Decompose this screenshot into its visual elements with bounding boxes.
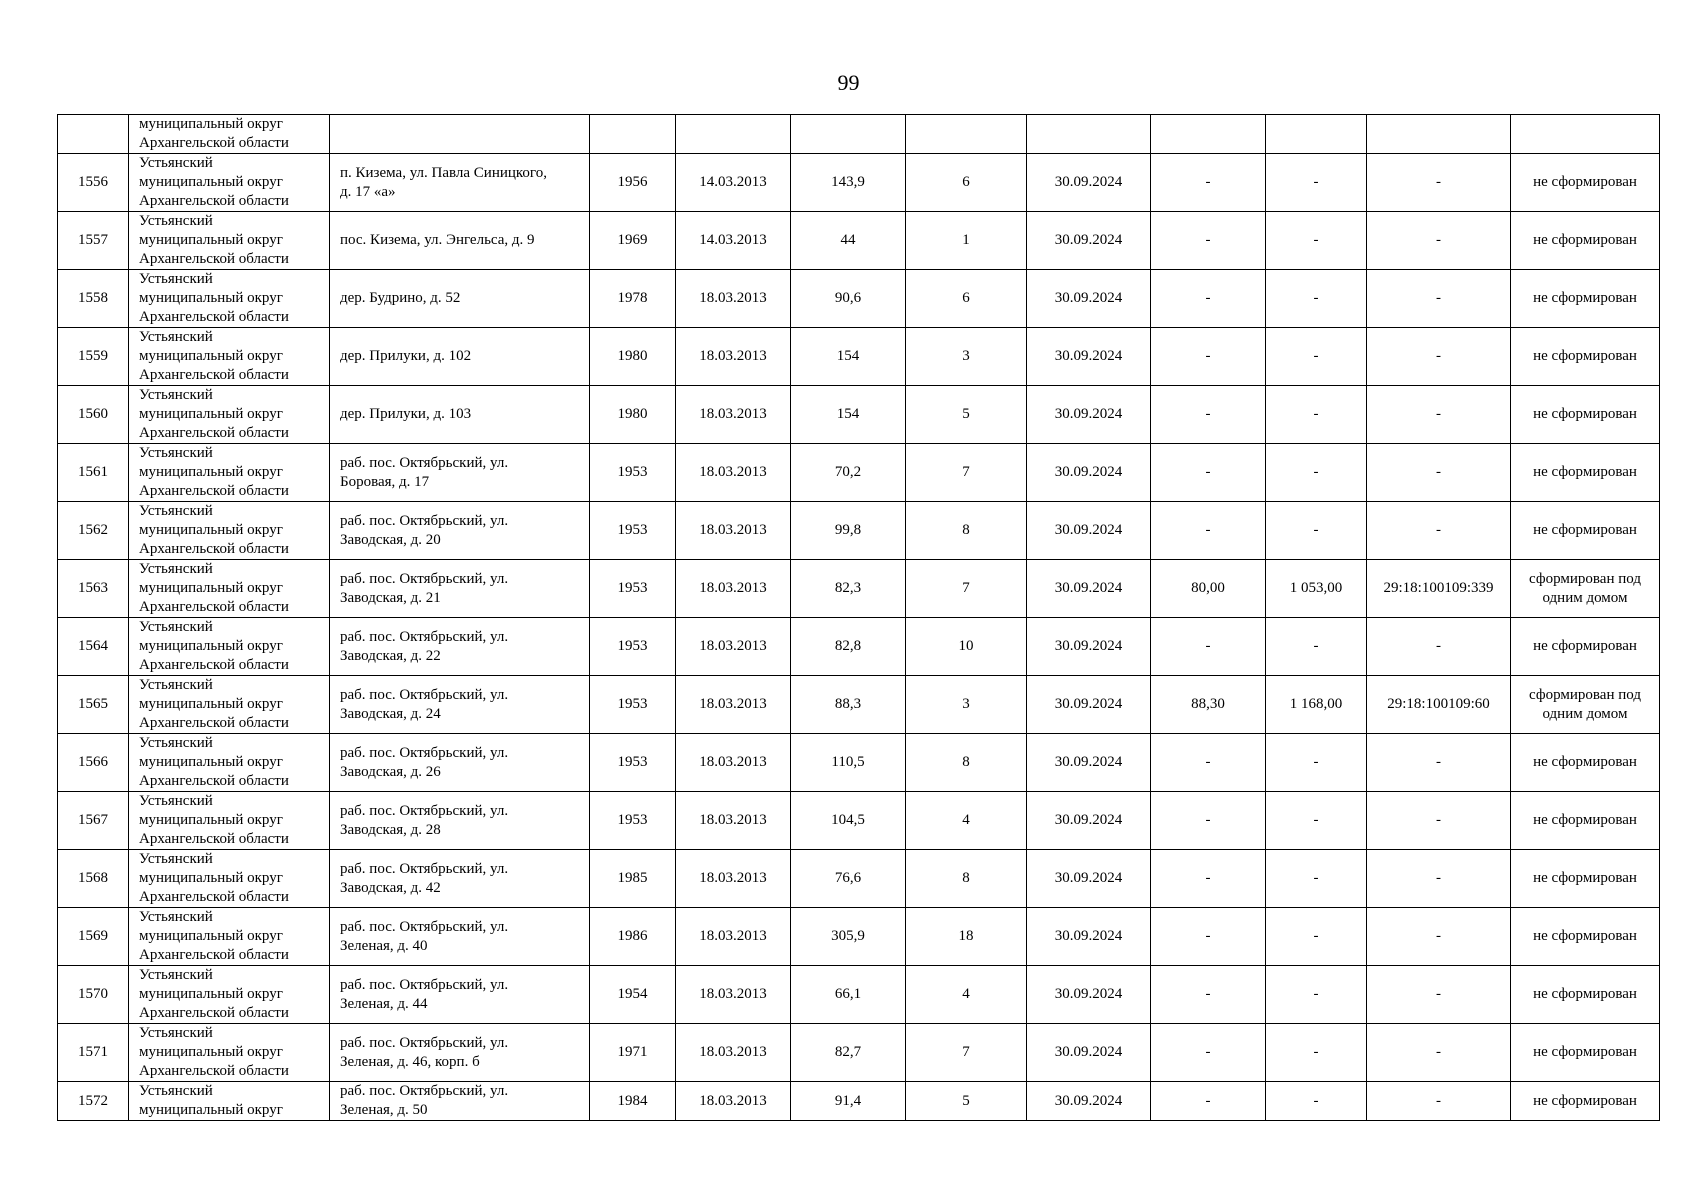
cell-date-recognized: 18.03.2013 [676,444,791,502]
cell-municipality: Устьянский муниципальный округ Архангельской области [129,444,330,502]
cell-cadastral-value: - [1266,1024,1367,1082]
cell-cadastral-number: - [1367,270,1511,328]
cell-area: 305,9 [791,908,906,966]
cell-land-area: - [1151,328,1266,386]
cell-date-planned: 30.09.2024 [1027,908,1151,966]
cell-residents: 3 [906,676,1027,734]
cell-status: не сформирован [1511,502,1660,560]
cell-residents: 8 [906,502,1027,560]
cell-area: 70,2 [791,444,906,502]
cell-cadastral-number [1367,115,1511,154]
cell-year: 1986 [590,908,676,966]
table-row [58,676,1660,734]
cell-area: 154 [791,328,906,386]
table-row [58,792,1660,850]
table-row [58,328,1660,386]
cell-cadastral-value: - [1266,850,1367,908]
cell-date-planned: 30.09.2024 [1027,270,1151,328]
cell-date-recognized: 18.03.2013 [676,1082,791,1121]
cell-residents: 5 [906,1082,1027,1121]
cell-area: 88,3 [791,676,906,734]
cell-land-area: 88,30 [1151,676,1266,734]
cell-residents: 10 [906,618,1027,676]
cell-municipality: Устьянский муниципальный округ Архангельской области [129,212,330,270]
cell-address: раб. пос. Октябрьский, ул. Зеленая, д. 46, корп. б [330,1024,590,1082]
cell-land-area: - [1151,502,1266,560]
cell-area: 143,9 [791,154,906,212]
cell-land-area: - [1151,386,1266,444]
cell-date-recognized: 18.03.2013 [676,270,791,328]
cell-residents: 6 [906,270,1027,328]
cell-residents: 3 [906,328,1027,386]
cell-residents: 1 [906,212,1027,270]
cell-status: не сформирован [1511,386,1660,444]
cell-area [791,115,906,154]
cell-num: 1556 [58,154,129,212]
cell-municipality: Устьянский муниципальный округ Архангельской области [129,850,330,908]
cell-land-area: - [1151,908,1266,966]
cell-residents: 8 [906,850,1027,908]
cell-year [590,115,676,154]
table-row [58,212,1660,270]
cell-num: 1559 [58,328,129,386]
cell-address: раб. пос. Октябрьский, ул. Боровая, д. 17 [330,444,590,502]
cell-cadastral-value: - [1266,328,1367,386]
cell-date-planned: 30.09.2024 [1027,386,1151,444]
cell-address: раб. пос. Октябрьский, ул. Зеленая, д. 44 [330,966,590,1024]
cell-cadastral-number: - [1367,966,1511,1024]
cell-cadastral-number: - [1367,386,1511,444]
cell-status: сформирован под одним домом [1511,560,1660,618]
cell-address: раб. пос. Октябрьский, ул. Заводская, д. 21 [330,560,590,618]
cell-year: 1971 [590,1024,676,1082]
cell-cadastral-value: 1 053,00 [1266,560,1367,618]
cell-residents: 5 [906,386,1027,444]
cell-cadastral-value: - [1266,212,1367,270]
table-row-continuation [58,115,1660,154]
cell-area: 82,7 [791,1024,906,1082]
table-row [58,270,1660,328]
cell-num: 1571 [58,1024,129,1082]
cell-address: раб. пос. Октябрьский, ул. Заводская, д. 26 [330,734,590,792]
cell-cadastral-number: - [1367,908,1511,966]
cell-residents: 7 [906,560,1027,618]
cell-num: 1562 [58,502,129,560]
cell-address: дер. Прилуки, д. 102 [330,328,590,386]
cell-num: 1561 [58,444,129,502]
cell-cadastral-number: - [1367,1024,1511,1082]
cell-cadastral-number: - [1367,328,1511,386]
cell-date-planned: 30.09.2024 [1027,618,1151,676]
cell-municipality: Устьянский муниципальный округ Архангельской области [129,1024,330,1082]
cell-address: п. Кизема, ул. Павла Синицкого, д. 17 «а» [330,154,590,212]
cell-date-planned: 30.09.2024 [1027,1082,1151,1121]
cell-date-recognized: 18.03.2013 [676,850,791,908]
cell-residents: 6 [906,154,1027,212]
cell-year: 1953 [590,792,676,850]
cell-residents: 8 [906,734,1027,792]
cell-residents: 7 [906,1024,1027,1082]
cell-land-area: - [1151,444,1266,502]
cell-address: раб. пос. Октябрьский, ул. Заводская, д. 28 [330,792,590,850]
cell-num: 1568 [58,850,129,908]
cell-date-planned: 30.09.2024 [1027,676,1151,734]
cell-address: дер. Будрино, д. 52 [330,270,590,328]
cell-num: 1569 [58,908,129,966]
cell-municipality: Устьянский муниципальный округ Архангельской области [129,618,330,676]
cell-date-planned: 30.09.2024 [1027,154,1151,212]
cell-date-planned: 30.09.2024 [1027,734,1151,792]
cell-year: 1969 [590,212,676,270]
cell-date-recognized: 18.03.2013 [676,560,791,618]
cell-cadastral-number: - [1367,850,1511,908]
cell-status: не сформирован [1511,328,1660,386]
cell-cadastral-value: - [1266,908,1367,966]
cell-cadastral-value: - [1266,154,1367,212]
table-row [58,444,1660,502]
table-row [58,560,1660,618]
cell-year: 1953 [590,676,676,734]
cell-land-area [1151,115,1266,154]
cell-cadastral-number: 29:18:100109:339 [1367,560,1511,618]
cell-status [1511,115,1660,154]
cell-date-recognized: 18.03.2013 [676,328,791,386]
cell-status: не сформирован [1511,850,1660,908]
cell-num: 1560 [58,386,129,444]
cell-cadastral-value: - [1266,792,1367,850]
cell-area: 90,6 [791,270,906,328]
cell-land-area: - [1151,154,1266,212]
cell-area: 44 [791,212,906,270]
cell-status: сформирован под одним домом [1511,676,1660,734]
cell-cadastral-number: - [1367,1082,1511,1121]
cell-year: 1956 [590,154,676,212]
cell-address: раб. пос. Октябрьский, ул. Заводская, д. 24 [330,676,590,734]
cell-date-recognized: 18.03.2013 [676,676,791,734]
cell-municipality: Устьянский муниципальный округ Архангельской области [129,270,330,328]
cell-land-area: - [1151,966,1266,1024]
cell-address: раб. пос. Октябрьский, ул. Заводская, д. 20 [330,502,590,560]
cell-area: 91,4 [791,1082,906,1121]
cell-cadastral-value: - [1266,386,1367,444]
cell-residents: 7 [906,444,1027,502]
cell-cadastral-number: - [1367,734,1511,792]
cell-status: не сформирован [1511,444,1660,502]
cell-land-area: - [1151,1024,1266,1082]
cell-land-area: - [1151,850,1266,908]
cell-municipality: Устьянский муниципальный округ Архангельской области [129,386,330,444]
cell-land-area: 80,00 [1151,560,1266,618]
cell-cadastral-number: 29:18:100109:60 [1367,676,1511,734]
cell-residents [906,115,1027,154]
cell-municipality: Устьянский муниципальный округ Архангельской области [129,676,330,734]
cell-municipality: Устьянский муниципальный округ Архангельской области [129,792,330,850]
cell-cadastral-number: - [1367,792,1511,850]
table-row [58,1024,1660,1082]
table-row [58,850,1660,908]
table-body [58,115,1660,1121]
cell-date-planned: 30.09.2024 [1027,850,1151,908]
cell-area: 99,8 [791,502,906,560]
cell-municipality: Устьянский муниципальный округ Архангельской области [129,560,330,618]
cell-year: 1953 [590,618,676,676]
page-number: 99 [837,70,860,95]
cell-date-recognized: 18.03.2013 [676,908,791,966]
cell-address: пос. Кизема, ул. Энгельса, д. 9 [330,212,590,270]
cell-date-planned: 30.09.2024 [1027,1024,1151,1082]
cell-date-planned: 30.09.2024 [1027,560,1151,618]
cell-status: не сформирован [1511,966,1660,1024]
cell-status: не сформирован [1511,908,1660,966]
table-row [58,386,1660,444]
cell-year: 1953 [590,560,676,618]
cell-cadastral-number: - [1367,154,1511,212]
table-row [58,618,1660,676]
cell-year: 1953 [590,502,676,560]
cell-cadastral-value: - [1266,618,1367,676]
cell-date-planned [1027,115,1151,154]
cell-cadastral-number: - [1367,212,1511,270]
cell-area: 82,3 [791,560,906,618]
cell-address: раб. пос. Октябрьский, ул. Зеленая, д. 40 [330,908,590,966]
table-row [58,502,1660,560]
cell-address: раб. пос. Октябрьский, ул. Заводская, д. 42 [330,850,590,908]
cell-municipality: Устьянский муниципальный округ Архангельской области [129,502,330,560]
cell-date-recognized: 18.03.2013 [676,734,791,792]
cell-land-area: - [1151,792,1266,850]
cell-num: 1572 [58,1082,129,1121]
cell-municipality: Устьянский муниципальный округ [129,1082,330,1121]
cell-municipality: Устьянский муниципальный округ Архангельской области [129,966,330,1024]
table-row [58,908,1660,966]
cell-year: 1954 [590,966,676,1024]
cell-date-planned: 30.09.2024 [1027,502,1151,560]
cell-date-recognized: 18.03.2013 [676,792,791,850]
cell-num: 1564 [58,618,129,676]
cell-cadastral-value: - [1266,1082,1367,1121]
cell-residents: 4 [906,966,1027,1024]
cell-status: не сформирован [1511,1024,1660,1082]
cell-date-planned: 30.09.2024 [1027,212,1151,270]
table-row [58,154,1660,212]
cell-status: не сформирован [1511,212,1660,270]
cell-cadastral-value: 1 168,00 [1266,676,1367,734]
cell-date-recognized: 18.03.2013 [676,386,791,444]
cell-area: 110,5 [791,734,906,792]
cell-year: 1984 [590,1082,676,1121]
cell-year: 1985 [590,850,676,908]
cell-date-recognized: 18.03.2013 [676,502,791,560]
cell-date-planned: 30.09.2024 [1027,444,1151,502]
cell-cadastral-number: - [1367,444,1511,502]
cell-cadastral-value: - [1266,502,1367,560]
cell-status: не сформирован [1511,734,1660,792]
cell-address [330,115,590,154]
cell-year: 1953 [590,734,676,792]
cell-year: 1980 [590,328,676,386]
cell-status: не сформирован [1511,270,1660,328]
cell-cadastral-number: - [1367,502,1511,560]
cell-date-recognized: 14.03.2013 [676,212,791,270]
cell-municipality: муниципальный округ Архангельской области [129,115,330,154]
cell-residents: 18 [906,908,1027,966]
cell-address: раб. пос. Октябрьский, ул. Заводская, д. 22 [330,618,590,676]
cell-area: 66,1 [791,966,906,1024]
cell-num: 1570 [58,966,129,1024]
cell-year: 1980 [590,386,676,444]
cell-num: 1558 [58,270,129,328]
cell-year: 1953 [590,444,676,502]
table-row [58,966,1660,1024]
cell-date-recognized: 14.03.2013 [676,154,791,212]
cell-land-area: - [1151,618,1266,676]
cell-date-planned: 30.09.2024 [1027,966,1151,1024]
cell-land-area: - [1151,1082,1266,1121]
cell-area: 76,6 [791,850,906,908]
cell-num: 1566 [58,734,129,792]
cell-land-area: - [1151,270,1266,328]
cell-municipality: Устьянский муниципальный округ Архангельской области [129,328,330,386]
cell-date-recognized [676,115,791,154]
cell-land-area: - [1151,212,1266,270]
housing-registry-table [57,114,1660,1121]
cell-area: 82,8 [791,618,906,676]
cell-date-recognized: 18.03.2013 [676,1024,791,1082]
cell-date-recognized: 18.03.2013 [676,966,791,1024]
cell-num: 1563 [58,560,129,618]
cell-land-area: - [1151,734,1266,792]
cell-num [58,115,129,154]
cell-residents: 4 [906,792,1027,850]
table-row [58,1082,1660,1121]
cell-cadastral-value: - [1266,966,1367,1024]
cell-address: раб. пос. Октябрьский, ул. Зеленая, д. 50 [330,1082,590,1121]
cell-address: дер. Прилуки, д. 103 [330,386,590,444]
cell-num: 1567 [58,792,129,850]
cell-status: не сформирован [1511,154,1660,212]
cell-municipality: Устьянский муниципальный округ Архангельской области [129,734,330,792]
cell-cadastral-value: - [1266,734,1367,792]
cell-num: 1557 [58,212,129,270]
cell-year: 1978 [590,270,676,328]
cell-area: 104,5 [791,792,906,850]
cell-num: 1565 [58,676,129,734]
cell-municipality: Устьянский муниципальный округ Архангельской области [129,908,330,966]
cell-date-planned: 30.09.2024 [1027,328,1151,386]
cell-status: не сформирован [1511,618,1660,676]
cell-cadastral-value: - [1266,270,1367,328]
cell-cadastral-value: - [1266,444,1367,502]
cell-cadastral-value [1266,115,1367,154]
cell-status: не сформирован [1511,1082,1660,1121]
cell-date-planned: 30.09.2024 [1027,792,1151,850]
cell-status: не сформирован [1511,792,1660,850]
table-row [58,734,1660,792]
cell-cadastral-number: - [1367,618,1511,676]
cell-municipality: Устьянский муниципальный округ Архангельской области [129,154,330,212]
cell-area: 154 [791,386,906,444]
cell-date-recognized: 18.03.2013 [676,618,791,676]
